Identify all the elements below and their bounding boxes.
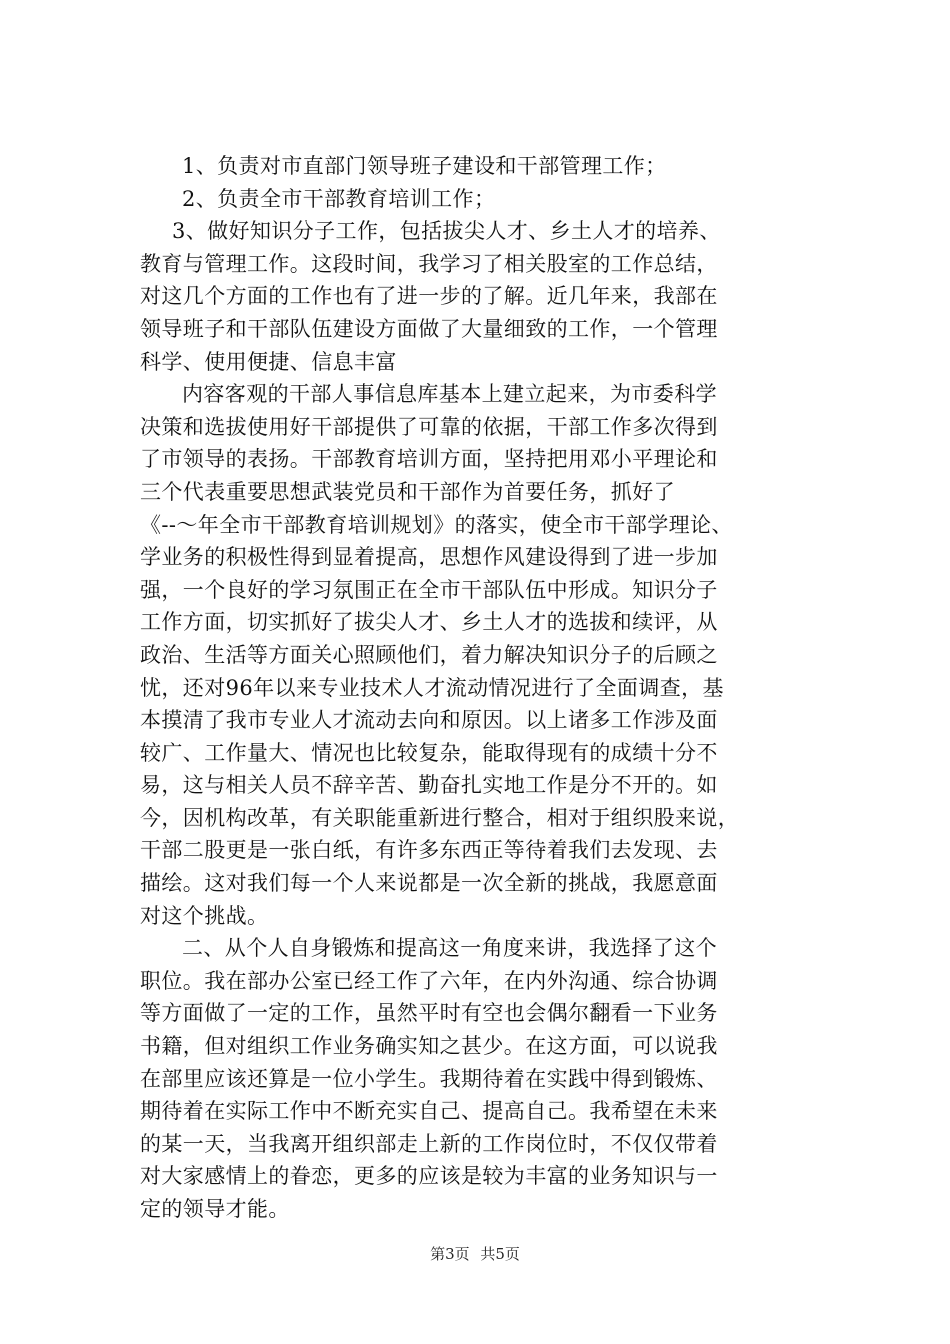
paragraph-line: 对这个挑战。 (140, 903, 269, 928)
paragraph-line: 等方面做了一定的工作，虽然平时有空也会偶尔翻看一下业务 (140, 1001, 718, 1026)
paragraph-line: 在部里应该还算是一位小学生。我期待着在实践中得到锻炼、 (140, 1066, 718, 1091)
page-number: 第3页 (430, 1245, 470, 1263)
paragraph-first-line: 内容客观的干部人事信息库基本上建立起来，为市委科学 (182, 382, 717, 407)
paragraph-line: 书籍，但对组织工作业务确实知之甚少。在这方面，可以说我 (140, 1034, 718, 1059)
paragraph-line: 了市领导的表扬。干部教育培训方面，坚持把用邓小平理论和 (140, 447, 718, 472)
paragraph-line: 政治、生活等方面关心照顾他们，着力解决知识分子的后顾之 (140, 642, 718, 667)
paragraph-line: 今，因机构改革，有关职能重新进行整合，相对于组织股来说， (140, 805, 740, 830)
paragraph-line: 干部二股更是一张白纸，有许多东西正等待着我们去发现、去 (140, 838, 718, 863)
list-item-3: 3、做好知识分子工作，包括拔尖人才、乡土人才的培养、 (172, 219, 721, 244)
paragraph-line: 期待着在实际工作中不断充实自己、提高自己。我希望在未来 (140, 1099, 718, 1124)
paragraph-line: 忧，还对96年以来专业技术人才流动情况进行了全面调查，基 (140, 675, 724, 700)
paragraph-line: 描绘。这对我们每一个人来说都是一次全新的挑战，我愿意面 (140, 871, 718, 896)
page-total: 共5页 (480, 1245, 520, 1263)
paragraph-line: 学业务的积极性得到显着提高，思想作风建设得到了进一步加 (140, 545, 718, 570)
paragraph-line: 科学、使用便捷、信息丰富 (140, 349, 397, 374)
paragraph-line: 职位。我在部办公室已经工作了六年，在内外沟通、综合协调 (140, 968, 718, 993)
paragraph-line: 三个代表重要思想武装党员和干部作为首要任务，抓好了 (140, 479, 675, 504)
paragraph-line: 决策和选拔使用好干部提供了可靠的依据，干部工作多次得到 (140, 414, 718, 439)
page-footer (0, 1244, 950, 1264)
paragraph-line: 本摸清了我市专业人才流动去向和原因。以上诸多工作涉及面 (140, 708, 718, 733)
paragraph-line: 工作方面，切实抓好了拔尖人才、乡土人才的选拔和续评，从 (140, 610, 718, 635)
paragraph-line: 对这几个方面的工作也有了进一步的了解。近几年来，我部在 (140, 284, 718, 309)
document-body (140, 150, 840, 1226)
paragraph-line: 较广、工作量大、情况也比较复杂，能取得现有的成绩十分不 (140, 740, 718, 765)
paragraph-line: 《--～年全市干部教育培训规划》的落实，使全市干部学理论、 (140, 512, 733, 537)
list-item-1: 1、负责对市直部门领导班子建设和干部管理工作； (182, 154, 667, 178)
paragraph-line: 易，这与相关人员不辞辛苦、勤奋扎实地工作是分不开的。如 (140, 773, 718, 798)
paragraph-first-line: 二、从个人自身锻炼和提高这一角度来讲，我选择了这个 (182, 936, 717, 961)
paragraph-line: 强，一个良好的学习氛围正在全市干部队伍中形成。知识分子 (140, 577, 718, 602)
paragraph-line: 教育与管理工作。这段时间，我学习了相关股室的工作总结， (140, 251, 718, 276)
paragraph-line: 的某一天，当我离开组织部走上新的工作岗位时，不仅仅带着 (140, 1131, 718, 1156)
paragraph-line: 领导班子和干部队伍建设方面做了大量细致的工作，一个管理 (140, 316, 718, 341)
list-item-2: 2、负责全市干部教育培训工作； (182, 186, 496, 211)
paragraph-line: 对大家感情上的眷恋，更多的应该是较为丰富的业务知识与一 (140, 1164, 718, 1189)
paragraph-line: 定的领导才能。 (140, 1197, 290, 1221)
